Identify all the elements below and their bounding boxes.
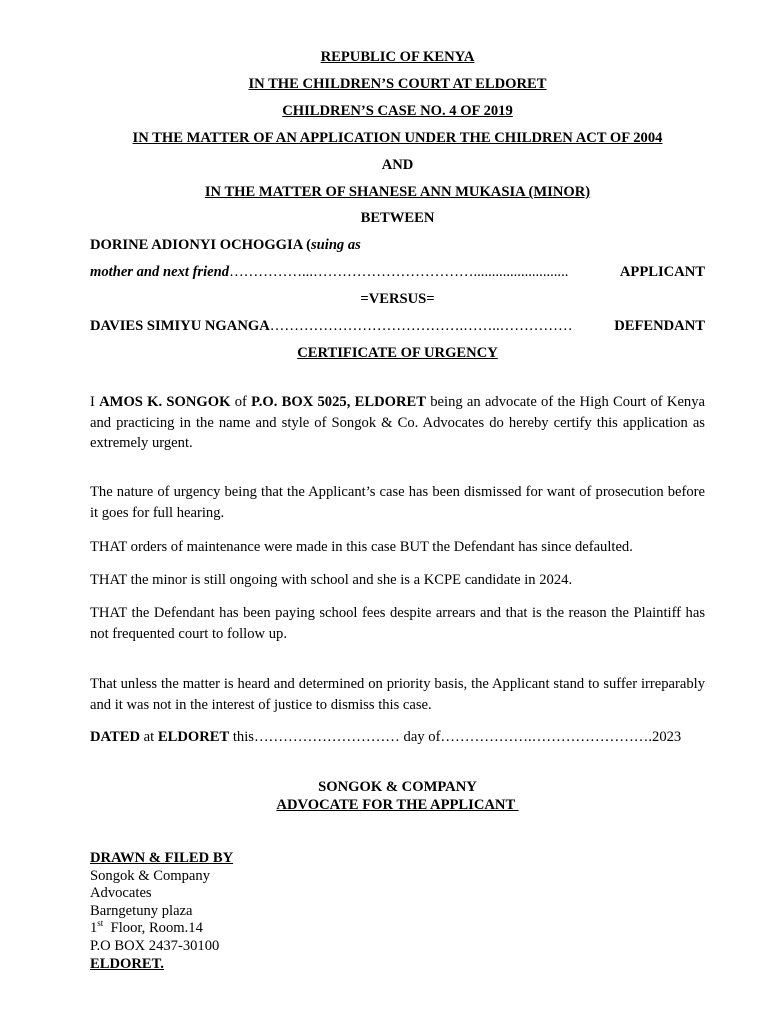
applicant-role: APPLICANT bbox=[619, 264, 705, 280]
p1-of: of bbox=[230, 394, 252, 410]
drawn-filed-title: DRAWN & FILED BY bbox=[90, 850, 234, 866]
defendant-role: DEFENDANT bbox=[614, 318, 705, 334]
drawn-box: P.O BOX 2437-30100 bbox=[90, 937, 220, 954]
dated-at: at bbox=[140, 729, 158, 745]
drawn-building: Barngetuny plaza bbox=[90, 902, 193, 919]
floor-ordinal: st bbox=[97, 918, 104, 929]
dated-place: ELDORET bbox=[157, 729, 230, 745]
applicant-suing: suing as bbox=[310, 237, 361, 253]
advocate-address: P.O. BOX 5025, ELDORET bbox=[251, 394, 426, 410]
applicant-capacity: mother and next friend bbox=[90, 264, 230, 280]
paragraph-minor-school: THAT the minor is still ongoing with school and she is a KCPE candidate in 2024. bbox=[90, 572, 573, 588]
certificate-title: CERTIFICATE OF URGENCY bbox=[297, 345, 498, 361]
signature-role: ADVOCATE FOR THE APPLICANT bbox=[276, 797, 519, 813]
dated-label: DATED bbox=[90, 729, 141, 745]
heading-matter-act: IN THE MATTER OF AN APPLICATION UNDER THE CHILDREN ACT OF 2004 bbox=[132, 130, 663, 146]
paragraph-maintenance-orders: THAT orders of maintenance were made in this case BUT the Defendant has since defaulted. bbox=[90, 539, 633, 555]
drawn-city: ELDORET. bbox=[90, 955, 164, 972]
heading-case-number: CHILDREN’S CASE NO. 4 OF 2019 bbox=[282, 103, 513, 119]
defendant-leader-dots: ………………………………….……..…………… bbox=[269, 318, 573, 334]
dated-line bbox=[90, 727, 705, 748]
defendant-name: DAVIES SIMIYU NGANGA bbox=[90, 318, 270, 334]
applicant-capacity-line bbox=[90, 262, 705, 283]
p1-rest: being an advocate of the High Court of Kenya and practicing in the name and style of Songok & Co. Advocates do hereby certify this application as extremely urgent. bbox=[90, 394, 705, 452]
floor-number: 1 bbox=[90, 920, 98, 937]
defendant-line bbox=[90, 316, 705, 337]
drawn-advocates: Advocates bbox=[90, 885, 152, 902]
applicant-leader-dots: ……………...…………………………….......................... bbox=[229, 264, 569, 280]
signature-firm: SONGOK & COMPANY bbox=[318, 779, 477, 795]
paragraph-nature-of-urgency: The nature of urgency being that the Applicant’s case has been dismissed for want of prosecution before it goes for full hearing. bbox=[90, 484, 705, 521]
drawn-floor bbox=[90, 920, 233, 938]
heading-between: BETWEEN bbox=[360, 210, 435, 226]
advocate-name: AMOS K. SONGOK bbox=[99, 394, 231, 410]
heading-matter-minor: IN THE MATTER OF SHANESE ANN MUKASIA (MINOR) bbox=[204, 184, 591, 200]
applicant-name-line bbox=[90, 235, 705, 256]
heading-court: IN THE CHILDREN’S COURT AT ELDORET bbox=[248, 76, 547, 92]
applicant-name: DORINE ADIONYI OCHOGGIA ( bbox=[90, 237, 311, 253]
paragraph-advocate-certification bbox=[90, 392, 705, 454]
paragraph-school-fees: THAT the Defendant has been paying school fees despite arrears and that is the reason the Plaintiff has not frequented court to follow up. bbox=[90, 605, 705, 642]
heading-and: AND bbox=[381, 157, 414, 173]
versus-label: =VERSUS= bbox=[360, 291, 435, 307]
p1-pre: I bbox=[90, 394, 100, 410]
heading-republic: REPUBLIC OF KENYA bbox=[320, 49, 475, 65]
drawn-firm: Songok & Company bbox=[90, 867, 210, 884]
floor-room: Floor, Room.14 bbox=[103, 920, 203, 937]
paragraph-priority-basis: That unless the matter is heard and determined on priority basis, the Applicant stand to suffer irreparably and it was not in the interest of justice to dismiss this case. bbox=[90, 676, 705, 713]
dated-blanks: this………………………… day of……………….…………………….2023 bbox=[229, 729, 682, 745]
drawn-filed-block bbox=[90, 850, 233, 973]
